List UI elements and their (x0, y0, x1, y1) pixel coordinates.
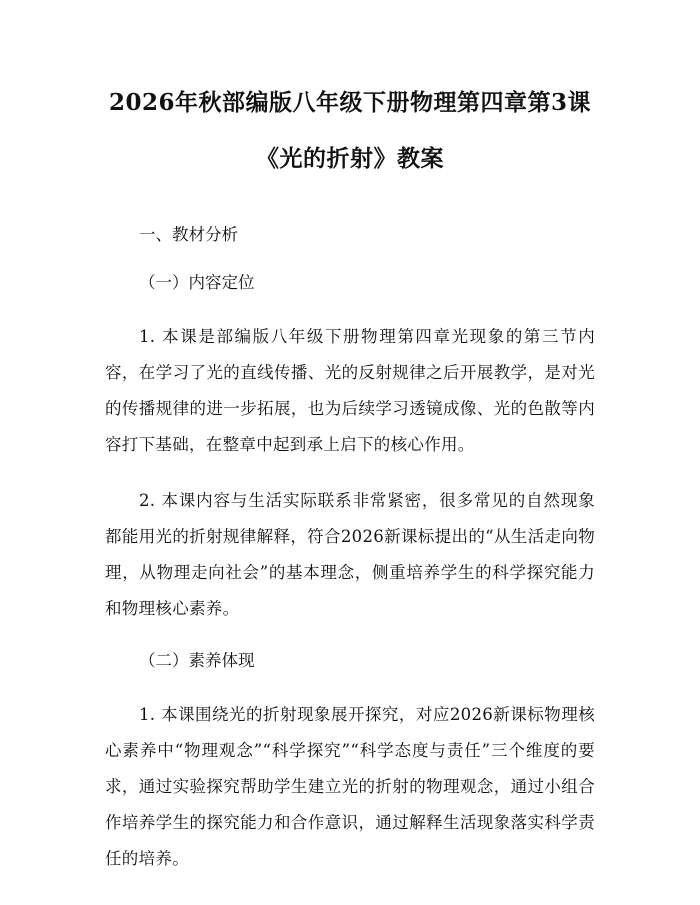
subsection-heading-content-positioning: （一）内容定位 (139, 273, 255, 292)
subsection-heading-literacy: （二）素养体现 (139, 651, 255, 670)
section-heading-textbook-analysis: 一、教材分析 (139, 225, 238, 244)
paragraph-content-positioning-2: 2. 本课内容与生活实际联系非常紧密，很多常见的自然现象都能用光的折射规律解释，符合2026新课标提出的“从生活走向物理，从物理走向社会”的基本理念，侧重培养学生的科学探究能力和物理核心素养。 (105, 491, 595, 618)
paragraph-literacy-1: 1. 本课围绕光的折射现象展开探究，对应2026新课标物理核心素养中“物理观念”“科学探究”“科学态度与责任”三个维度的要求，通过实验探究帮助学生建立光的折射的物理观念，通过小组合作培养学生的探究能力和合作意识，通过解释生活现象落实科学责任的培养。 (105, 705, 595, 868)
paragraph-content-positioning-1: 1. 本课是部编版八年级下册物理第四章光现象的第三节内容，在学习了光的直线传播、光的反射规律之后开展教学，是对光的传播规律的进一步拓展，也为后续学习透镜成像、光的色散等内容打下基础，在整章中起到承上启下的核心作用。 (105, 327, 595, 454)
document-title: 2026年秋部编版八年级下册物理第四章第3课《光的折射》教案 (108, 89, 592, 172)
